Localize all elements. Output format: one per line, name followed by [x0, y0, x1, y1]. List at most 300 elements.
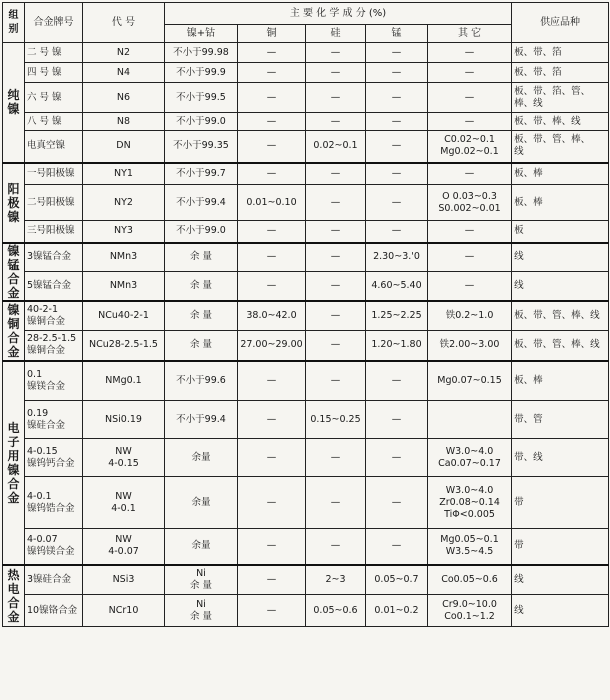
table-row [3, 595, 609, 627]
cell-ni-co-line: Ni [196, 567, 206, 579]
cell-other-line: Mg0.05~0.1 [440, 534, 499, 546]
cell-mn [366, 477, 428, 529]
cell-supply-line: 线 [514, 573, 524, 585]
table-row [3, 131, 609, 163]
cell-si-line: — [330, 339, 341, 351]
cell-ni-co [165, 131, 238, 163]
table-row [3, 401, 609, 439]
cell-other-line: Co0.1~1.2 [444, 610, 495, 622]
cell-cu [238, 401, 306, 439]
cell-code-line: 4-0.15 [108, 457, 139, 469]
cell-code-line: NW [115, 534, 132, 546]
cell-cu [238, 83, 306, 113]
cell-grade [25, 63, 83, 83]
cell-si [306, 131, 366, 163]
cell-code [83, 331, 165, 361]
cell-cu-line: — [266, 413, 277, 425]
cell-ni-co [165, 439, 238, 477]
cell-code-line: N4 [116, 66, 131, 78]
cell-grade-line: 电真空镍 [27, 140, 66, 152]
cell-supply-line: 板、棒 [514, 196, 543, 208]
cell-ni-co-line: 余量 [191, 540, 211, 552]
cell-ni-co [165, 63, 238, 83]
cell-mn [366, 63, 428, 83]
cell-code [83, 401, 165, 439]
cell-supply-line: 板、棒 [514, 167, 543, 179]
cell-other-line: Mg0.02~0.1 [440, 146, 499, 158]
cell-code [83, 529, 165, 565]
cell-code [83, 221, 165, 243]
cell-cu-line: — [266, 140, 277, 152]
cell-ni-co-line: 不小于99.7 [176, 167, 226, 179]
cell-mn [366, 113, 428, 131]
cell-grade [25, 131, 83, 163]
cell-cu-line: — [266, 91, 277, 103]
cell-grade [25, 113, 83, 131]
cell-mn-line: — [391, 91, 402, 103]
cell-grade-line: 0.19 [27, 407, 49, 419]
cell-grade-line: 八 号 镍 [27, 115, 62, 127]
cell-other [428, 401, 512, 439]
cell-mn-line: — [391, 451, 402, 463]
cell-si-line: — [330, 167, 341, 179]
cell-grade-line: 二号阳极镍 [27, 196, 75, 208]
cell-cu-line: — [266, 451, 277, 463]
cell-other [428, 301, 512, 331]
cell-code-line: DN [116, 140, 131, 152]
cell-si-line: — [330, 196, 341, 208]
cell-supply [512, 131, 609, 163]
cell-other-line: Zr0.08~0.14 [439, 496, 500, 508]
cell-cu-line: 0.01~0.10 [246, 196, 297, 208]
cell-cu [238, 63, 306, 83]
cell-supply-line: 板、带、管、棒、线 [514, 309, 600, 321]
cell-other-line: — [464, 225, 475, 237]
cell-si [306, 63, 366, 83]
cell-code-line: NY1 [114, 167, 133, 179]
cell-si [306, 529, 366, 565]
cell-code [83, 361, 165, 401]
cell-si-line: — [330, 540, 341, 552]
cell-code-line: NCu40-2-1 [98, 309, 149, 321]
cell-supply [512, 185, 609, 221]
cell-other [428, 361, 512, 401]
cell-other-line: O 0.03~0.3 [442, 190, 497, 202]
cell-mn-line: — [391, 496, 402, 508]
cell-grade-line: 28-2.5-1.5 [27, 333, 77, 345]
cell-mn-line: 0.01~0.2 [374, 604, 419, 616]
cell-supply-line: 带、线 [514, 451, 543, 463]
cell-supply-line: 带、管 [514, 413, 543, 425]
cell-si [306, 331, 366, 361]
cell-supply-line: 板、带、管、棒、线 [514, 339, 600, 351]
cell-ni-co [165, 565, 238, 595]
cell-grade-line: 三号阳极镍 [27, 225, 75, 237]
cell-grade [25, 272, 83, 301]
cell-supply [512, 113, 609, 131]
cell-supply [512, 301, 609, 331]
cell-other [428, 529, 512, 565]
cell-si-line: — [330, 66, 341, 78]
cell-cu-line: — [266, 115, 277, 127]
cell-code-line: NCu28-2.5-1.5 [89, 339, 158, 351]
cell-mn [366, 163, 428, 185]
cell-mn [366, 221, 428, 243]
table-row [3, 439, 609, 477]
cell-si [306, 595, 366, 627]
group-label [3, 301, 25, 361]
cell-ni-co-line: 不小于99.4 [176, 413, 226, 425]
cell-ni-co-line: 不小于99.9 [176, 66, 226, 78]
cell-si-line: — [330, 225, 341, 237]
cell-code-line: NW [115, 445, 132, 457]
cell-mn-line: — [391, 66, 402, 78]
cell-other-line: Ca0.07~0.17 [438, 457, 501, 469]
cell-grade [25, 163, 83, 185]
cell-cu [238, 439, 306, 477]
cell-cu-line: — [266, 225, 277, 237]
cell-si [306, 243, 366, 272]
cell-mn [366, 301, 428, 331]
cell-mn-line: — [391, 225, 402, 237]
cell-other [428, 477, 512, 529]
cell-si-line: 0.05~0.6 [313, 604, 358, 616]
group-label-text: 镍锰合金 [7, 243, 20, 300]
cell-other-line: Mg0.07~0.15 [437, 374, 502, 386]
cell-ni-co-line: 不小于99.6 [176, 374, 226, 386]
table-row [3, 301, 609, 331]
cell-ni-co [165, 331, 238, 361]
cell-other-line: — [464, 167, 475, 179]
cell-ni-co-line: 余量 [191, 451, 211, 463]
cell-mn [366, 331, 428, 361]
cell-mn [366, 185, 428, 221]
cell-cu [238, 272, 306, 301]
cell-grade-line: 3镍硅合金 [27, 573, 72, 585]
cell-si-line: — [330, 451, 341, 463]
cell-si-line: — [330, 115, 341, 127]
cell-supply-line: 板、带、箔、管、 [514, 85, 591, 97]
cell-grade [25, 301, 83, 331]
cell-si [306, 401, 366, 439]
cell-mn [366, 439, 428, 477]
cell-code [83, 43, 165, 63]
cell-mn [366, 401, 428, 439]
cell-supply-line: 线 [514, 604, 524, 616]
table-row [3, 163, 609, 185]
cell-cu [238, 595, 306, 627]
cell-supply-line: 线 [514, 279, 524, 291]
cell-other [428, 83, 512, 113]
cell-other-line: Co0.05~0.6 [441, 573, 498, 585]
cell-code-line: N2 [116, 46, 131, 58]
cell-mn [366, 565, 428, 595]
table-row [3, 243, 609, 272]
cell-cu-line: — [266, 604, 277, 616]
cell-ni-co-line: 余 量 [189, 579, 213, 591]
cell-mn [366, 131, 428, 163]
cell-grade [25, 361, 83, 401]
cell-other-line: C0.02~0.1 [444, 134, 495, 146]
cell-grade-line: 四 号 镍 [27, 66, 62, 78]
header-ni-co: 镍+钴 [165, 25, 238, 43]
cell-other [428, 565, 512, 595]
cell-cu-line: — [266, 496, 277, 508]
cell-other [428, 131, 512, 163]
cell-cu [238, 361, 306, 401]
cell-ni-co [165, 477, 238, 529]
group-label [3, 361, 25, 565]
cell-other-line: TiΦ<0.005 [444, 508, 495, 520]
cell-cu-line: — [266, 66, 277, 78]
cell-cu [238, 565, 306, 595]
header-supply: 供应品种 [512, 3, 609, 43]
header-other: 其 它 [428, 25, 512, 43]
table-row [3, 331, 609, 361]
cell-grade [25, 331, 83, 361]
cell-grade [25, 185, 83, 221]
cell-mn [366, 43, 428, 63]
cell-grade-line: 4-0.07 [27, 534, 58, 546]
cell-supply-line: 带 [514, 496, 524, 508]
table-row [3, 43, 609, 63]
cell-grade-line: 镍钨镁合金 [27, 546, 75, 558]
cell-cu-line: 27.00~29.00 [240, 339, 303, 351]
cell-cu [238, 301, 306, 331]
table-row [3, 361, 609, 401]
cell-other-line: 铁0.2~1.0 [445, 309, 494, 321]
cell-other [428, 243, 512, 272]
cell-supply-line: 板、带、箔 [514, 66, 562, 78]
cell-cu [238, 331, 306, 361]
header-cu: 铜 [238, 25, 306, 43]
cell-grade-line: 10镍铬合金 [27, 604, 78, 616]
cell-code [83, 113, 165, 131]
cell-code-line: NMg0.1 [105, 374, 142, 386]
cell-code-line: N6 [116, 91, 131, 103]
cell-mn-line: — [391, 540, 402, 552]
cell-supply-line: 板、棒 [514, 374, 543, 386]
cell-supply [512, 401, 609, 439]
cell-si [306, 163, 366, 185]
cell-ni-co [165, 185, 238, 221]
cell-supply [512, 43, 609, 63]
cell-grade-line: 镍铜合金 [27, 345, 66, 357]
cell-code [83, 185, 165, 221]
cell-ni-co [165, 43, 238, 63]
group-label [3, 163, 25, 243]
cell-code [83, 131, 165, 163]
alloy-composition-table [2, 2, 609, 627]
cell-cu-line: — [266, 251, 277, 263]
cell-si-line: — [330, 309, 341, 321]
table-row [3, 221, 609, 243]
cell-other-line: — [464, 115, 475, 127]
cell-grade [25, 43, 83, 63]
cell-ni-co-line: 余 量 [189, 339, 213, 351]
cell-si-line: 2~3 [325, 573, 346, 585]
cell-mn [366, 361, 428, 401]
cell-code [83, 83, 165, 113]
cell-supply [512, 595, 609, 627]
cell-supply [512, 331, 609, 361]
cell-mn-line: 0.05~0.7 [374, 573, 419, 585]
group-label [3, 43, 25, 163]
cell-si [306, 83, 366, 113]
cell-grade-line: 4-0.1 [27, 490, 52, 502]
cell-ni-co-line: 余 量 [189, 279, 213, 291]
cell-ni-co [165, 529, 238, 565]
cell-code [83, 163, 165, 185]
cell-grade [25, 595, 83, 627]
cell-other [428, 43, 512, 63]
cell-mn [366, 272, 428, 301]
cell-code-line: NSi3 [112, 573, 135, 585]
cell-si-line: — [330, 91, 341, 103]
cell-grade-line: 镍镁合金 [27, 380, 66, 392]
table-row [3, 529, 609, 565]
cell-supply [512, 243, 609, 272]
cell-ni-co [165, 595, 238, 627]
cell-other-line: S0.002~0.01 [438, 202, 501, 214]
cell-cu [238, 243, 306, 272]
cell-other [428, 221, 512, 243]
table-row [3, 185, 609, 221]
cell-grade [25, 221, 83, 243]
cell-si-line: — [330, 496, 341, 508]
cell-grade-line: 镍钨钙合金 [27, 457, 75, 469]
cell-mn-line: — [391, 140, 402, 152]
cell-supply [512, 63, 609, 83]
cell-ni-co [165, 272, 238, 301]
cell-other [428, 113, 512, 131]
cell-supply [512, 163, 609, 185]
cell-ni-co-line: 不小于99.4 [176, 196, 226, 208]
cell-supply [512, 221, 609, 243]
cell-supply [512, 477, 609, 529]
cell-code [83, 439, 165, 477]
cell-cu [238, 529, 306, 565]
cell-si [306, 272, 366, 301]
cell-mn [366, 529, 428, 565]
cell-ni-co-line: 不小于99.35 [173, 140, 229, 152]
cell-code [83, 595, 165, 627]
cell-code-line: NMn3 [109, 279, 138, 291]
table-row [3, 83, 609, 113]
cell-cu [238, 163, 306, 185]
cell-supply [512, 361, 609, 401]
cell-grade [25, 565, 83, 595]
cell-code-line: NMn3 [109, 251, 138, 263]
cell-mn-line: — [391, 167, 402, 179]
cell-supply [512, 529, 609, 565]
cell-supply [512, 272, 609, 301]
header-mn: 锰 [366, 25, 428, 43]
cell-cu-line: — [266, 540, 277, 552]
cell-grade-line: 3镍锰合金 [27, 251, 72, 263]
cell-si-line: — [330, 46, 341, 58]
cell-ni-co-line: 余 量 [189, 251, 213, 263]
cell-si [306, 477, 366, 529]
cell-other [428, 331, 512, 361]
cell-mn-line: 2.30~3.'0 [373, 251, 420, 263]
cell-other-line: — [464, 46, 475, 58]
cell-ni-co [165, 221, 238, 243]
cell-other [428, 439, 512, 477]
cell-cu [238, 113, 306, 131]
cell-code-line: 4-0.1 [111, 502, 136, 514]
cell-supply-line: 板 [514, 225, 524, 237]
cell-supply-line: 带 [514, 540, 524, 552]
cell-code [83, 477, 165, 529]
cell-si [306, 301, 366, 331]
cell-grade [25, 477, 83, 529]
cell-code [83, 243, 165, 272]
cell-code [83, 565, 165, 595]
cell-other [428, 272, 512, 301]
cell-cu-line: — [266, 374, 277, 386]
cell-code-line: N8 [116, 115, 131, 127]
cell-cu-line: — [266, 46, 277, 58]
table-row [3, 113, 609, 131]
cell-other-line: Cr9.0~10.0 [442, 598, 497, 610]
cell-supply-line: 线 [514, 251, 524, 263]
cell-code [83, 63, 165, 83]
cell-si-line: 0.15~0.25 [310, 413, 361, 425]
cell-supply-line: 板、带、管、棒、 [514, 134, 591, 146]
cell-cu [238, 131, 306, 163]
cell-mn-line: — [391, 374, 402, 386]
group-label-text: 纯镍 [7, 88, 20, 117]
group-label-text: 镍铜合金 [7, 302, 20, 359]
cell-ni-co [165, 243, 238, 272]
cell-mn-line: 1.25~2.25 [371, 309, 422, 321]
cell-cu-line: — [266, 279, 277, 291]
cell-ni-co-line: 不小于99.98 [173, 46, 229, 58]
cell-other [428, 595, 512, 627]
cell-grade-line: 4-0.15 [27, 445, 58, 457]
cell-si [306, 439, 366, 477]
cell-si [306, 43, 366, 63]
cell-grade-line: 40-2-1 [27, 303, 59, 315]
cell-ni-co [165, 113, 238, 131]
cell-mn [366, 243, 428, 272]
cell-mn-line: 1.20~1.80 [371, 339, 422, 351]
cell-cu-line: — [266, 167, 277, 179]
cell-other [428, 163, 512, 185]
cell-cu [238, 221, 306, 243]
cell-other-line: 铁2.00~3.00 [439, 339, 500, 351]
cell-supply [512, 83, 609, 113]
group-label-text: 阳极镍 [7, 181, 20, 224]
cell-si-line: — [330, 251, 341, 263]
cell-mn-line: — [391, 413, 402, 425]
header-si: 硅 [306, 25, 366, 43]
cell-si [306, 565, 366, 595]
cell-code-line: NY3 [114, 225, 133, 237]
cell-mn-line: 4.60~5.40 [371, 279, 422, 291]
cell-other-line: — [464, 279, 475, 291]
cell-other-line: W3.0~4.0 [445, 484, 494, 496]
cell-ni-co [165, 401, 238, 439]
table-row [3, 272, 609, 301]
cell-grade [25, 401, 83, 439]
cell-cu [238, 477, 306, 529]
cell-ni-co-line: Ni [196, 598, 206, 610]
cell-cu-line: 38.0~42.0 [246, 309, 297, 321]
cell-si [306, 221, 366, 243]
cell-ni-co-line: 不小于99.5 [176, 91, 226, 103]
